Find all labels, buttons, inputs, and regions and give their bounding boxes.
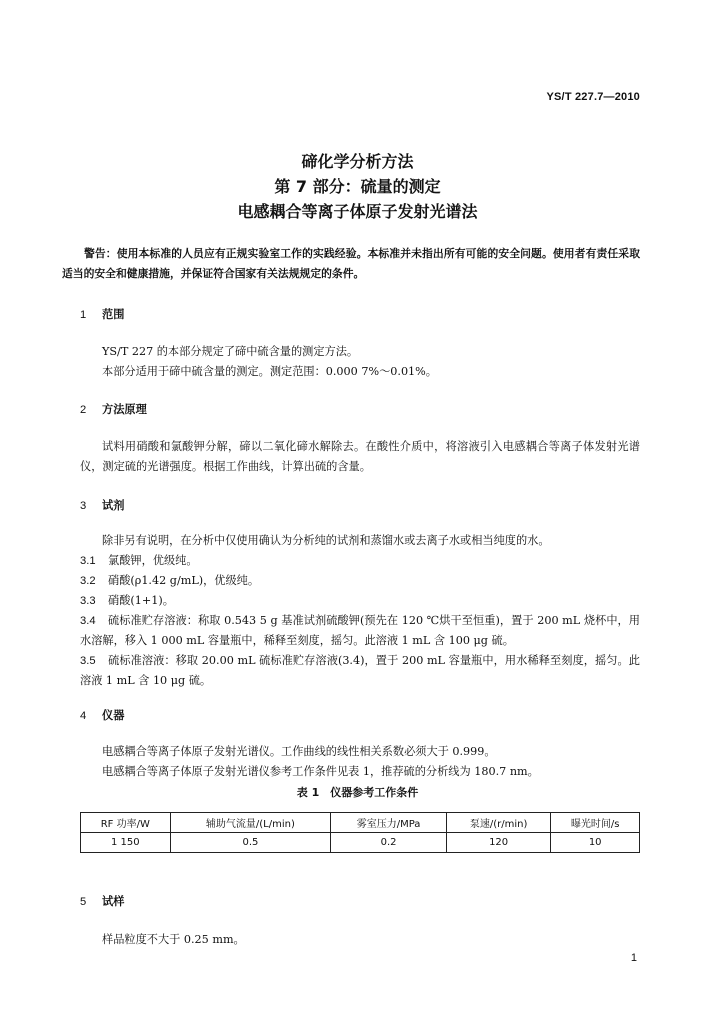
section-1-para-1: YS/T 227 的本部分规定了碲中硫含量的测定方法。: [102, 345, 359, 358]
table-header-cell: 雾室压力/MPa: [331, 813, 447, 833]
item-text: 硫标准贮存溶液：称取 0.543 5 g 基准试剂硫酸钾(预先在 120 ℃烘干至恒重)，置于 200 mL 烧杯中，用水溶解，移入 1 000 mL 容量瓶中，稀释至刻度，摇匀。此溶液 1 mL 含 100 μg 硫。: [80, 614, 640, 647]
standard-code: YS/T 227.7—2010: [546, 91, 640, 103]
section-2-heading: [80, 401, 147, 417]
section-4-para-1: 电感耦合等离子体原子发射光谱仪。工作曲线的线性相关系数必须大于 0.999。: [102, 745, 496, 758]
safety-warning: 警告：使用本标准的人员应有正规实验室工作的实践经验。本标准并未指出所有可能的安全问题。使用者有责任采取适当的安全和健康措施，并保证符合国家有关法规规定的条件。: [62, 247, 640, 280]
item-text: 硫标准溶液：移取 20.00 mL 硫标准贮存溶液(3.4)，置于 200 mL 容量瓶中，用水稀释至刻度，摇匀。此溶液 1 mL 含 10 μg 硫。: [80, 654, 640, 687]
section-4-heading: [80, 707, 124, 723]
item-number: 3.2: [80, 575, 96, 587]
section-number: 2: [80, 404, 87, 416]
table-cell: 120: [446, 833, 551, 853]
item-number: 3.5: [80, 655, 96, 667]
table-header-cell: 曝光时间/s: [551, 813, 640, 833]
reagent-item: [80, 551, 640, 571]
item-number: 3.4: [80, 615, 96, 627]
section-title: 试剂: [102, 499, 125, 512]
table-row: [81, 833, 640, 853]
section-title: 方法原理: [102, 403, 147, 416]
section-3-intro: 除非另有说明，在分析中仅使用确认为分析纯的试剂和蒸馏水或去离子水或相当纯度的水。: [102, 534, 550, 547]
title-line-2: 第 7 部分：硫量的测定: [274, 177, 441, 196]
reagent-item: [80, 591, 640, 611]
section-title: 范围: [102, 308, 125, 321]
section-4-para-2: 电感耦合等离子体原子发射光谱仪参考工作条件见表 1，推荐硫的分析线为 180.7 nm。: [102, 765, 539, 778]
item-text: 氯酸钾，优级纯。: [108, 554, 198, 567]
table-cell: 0.2: [331, 833, 447, 853]
section-number: 4: [80, 710, 87, 722]
item-number: 3.1: [80, 555, 96, 567]
section-title: 试样: [102, 895, 125, 908]
title-line-1: 碲化学分析方法: [301, 152, 414, 171]
table-cell: 0.5: [170, 833, 331, 853]
table-1-caption: 表 1 仪器参考工作条件: [296, 786, 419, 799]
section-title: 仪器: [102, 709, 125, 722]
table-header-cell: 泵速/(r/min): [446, 813, 551, 833]
title-line-3: 电感耦合等离子体原子发射光谱法: [237, 202, 478, 221]
instrument-conditions-table: [80, 812, 640, 853]
section-3-heading: [80, 497, 124, 513]
table-cell: 1 150: [81, 833, 171, 853]
section-5-heading: [80, 893, 124, 909]
section-number: 1: [80, 309, 87, 321]
table-cell: 10: [551, 833, 640, 853]
reagent-item: [80, 571, 640, 591]
table-header-row: [81, 813, 640, 833]
table-header-cell: 辅助气流量/(L/min): [170, 813, 331, 833]
page-number: 1: [630, 952, 637, 964]
section-1-heading: [80, 306, 124, 322]
table-header-cell: RF 功率/W: [81, 813, 171, 833]
section-2-para-1: 试料用硝酸和氯酸钾分解，碲以二氧化碲水解除去。在酸性介质中，将溶液引入电感耦合等离子体发射光谱仪，测定硫的光谱强度。根据工作曲线，计算出硫的含量。: [80, 440, 640, 473]
item-text: 硝酸(1+1)。: [108, 594, 174, 607]
item-number: 3.3: [80, 595, 96, 607]
section-number: 5: [80, 896, 87, 908]
section-5-para-1: 样品粒度不大于 0.25 mm。: [102, 933, 245, 946]
item-text: 硝酸(ρ1.42 g/mL)，优级纯。: [108, 574, 260, 587]
reagent-item: [80, 651, 640, 691]
section-number: 3: [80, 500, 87, 512]
reagent-item: [80, 611, 640, 651]
section-1-para-2: 本部分适用于碲中硫含量的测定。测定范围：0.000 7%～0.01%。: [102, 365, 437, 378]
